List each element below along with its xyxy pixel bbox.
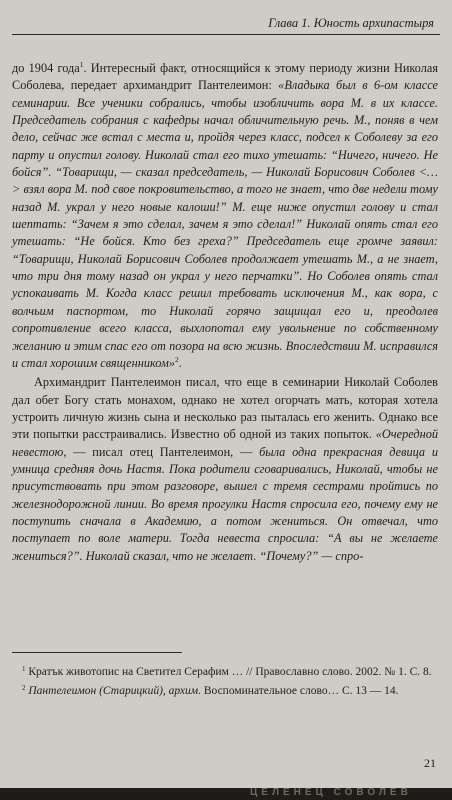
- footnote-2-number: 2: [22, 683, 26, 692]
- footnote-2-text: Воспоминательное слово… С. 13 — 14.: [201, 684, 399, 697]
- quote-pantelеimon-1: «Владыка был в 6-ом классе семинарии. Все ученики собрались, чтобы изобличить вора М. в их классе. Председатель собрания с кафедры начал обличительную речь. М., поняв в чем дело, сейчас же встал с места и, пройдя через класс, подсел к Соболеву за его парту и опустил голову. Николай стал его тихо утешать: “Ничего, ничего. Не бойся”. “Товарищи, — сказал председатель, — Николай Борисович Соболев <…> взял вора М. под свое покровительство, а того не знает, что две недели тому назад М. украл у него новые калоши!” М. еще ниже опустил голову и стал шептать: “Зачем я это сделал, зачем я это сделал!” Николай опять стал его утешать: “Не бойся. Кто без греха?” Председатель еще громче заявил: “Товарищи, Николай Борисович Соболев продолжает утешать М., а не знает, что три дня тому назад он украл у него перчатки”. Но Соболев опять стал успокаивать М. Когда класс решил требовать исключения М., как вора, с волчьим паспортом, то Николай горячо защищал его и, преодолев сопротивление всего класса, выхлопотал ему увольнение по собственному желанию и этим спас его от позора на всю жизнь. Впоследствии М. исправился и стал хорошим священником»: [12, 78, 438, 370]
- paragraph-2-attribution: — писал отец Пантелеимон, —: [66, 444, 260, 459]
- footnote-1-text: Кратък животопис на Светител Серафим … // Православно слово. 2002. № 1. С. 8.: [28, 666, 432, 678]
- paragraph-1-start: до 1904 года: [12, 61, 80, 75]
- footnote-1: [12, 664, 438, 681]
- page-number: 21: [424, 756, 436, 770]
- paragraph-2-text: Архимандрит Пантелеимон писал, что еще в семинарии Николай Соболев дал обет Богу стать монахом, однако не хотел огорчать мать, которая хотела устроить личную жизнь сына и несколько раз пыталась его женить. Однако все эти попытки расстраивались. Известно об одной из таких попыток.: [12, 375, 438, 442]
- footnotes: [12, 664, 438, 701]
- next-page-edge: [0, 788, 452, 800]
- paragraph-1: [12, 60, 438, 372]
- footnote-1-number: 1: [22, 665, 26, 673]
- footnote-ref-1: 1: [79, 60, 84, 69]
- footnote-rule: [12, 652, 182, 653]
- footnote-ref-2: 2: [174, 354, 179, 364]
- footnote-2-author: Пантелеимон (Старицкий), архим.: [28, 684, 201, 697]
- paragraph-1-end: .: [178, 355, 182, 370]
- header-rule: [12, 34, 440, 35]
- paragraph-2-quote: была одна прекрасная девица и умница средняя дочь Настя. Пока родители сговаривались, Николай, чтобы не присутствовать при этом разговоре, вышел с тремя сестрами пройтись по железнодорожной линии. Во время прогулки Настя спросила его, почему ему не поступить сначала в Академию, а потом жениться. Он отвечал, что поступает по воле матери. Тогда невеста спросила: “А вы не желаете жениться?”. Николай сказал, что не желает. “Почему?” — спро-: [12, 444, 438, 563]
- paragraph-1-intro: . Интересный факт, относящийся к этому периоду жизни Николая Соболева, передает архимандрит Пантелеимон:: [12, 61, 438, 93]
- paragraph-2-quote-start: «Очередной невестою,: [12, 427, 438, 459]
- paragraph-2: [12, 374, 438, 565]
- running-header: Глава 1. Юность архипастыря: [268, 16, 434, 30]
- body-text: [12, 60, 438, 565]
- footnote-2: [12, 683, 438, 700]
- next-page-edge-text: ЦЕЛЕНЕЦ СОВОЛЕВ: [250, 788, 412, 798]
